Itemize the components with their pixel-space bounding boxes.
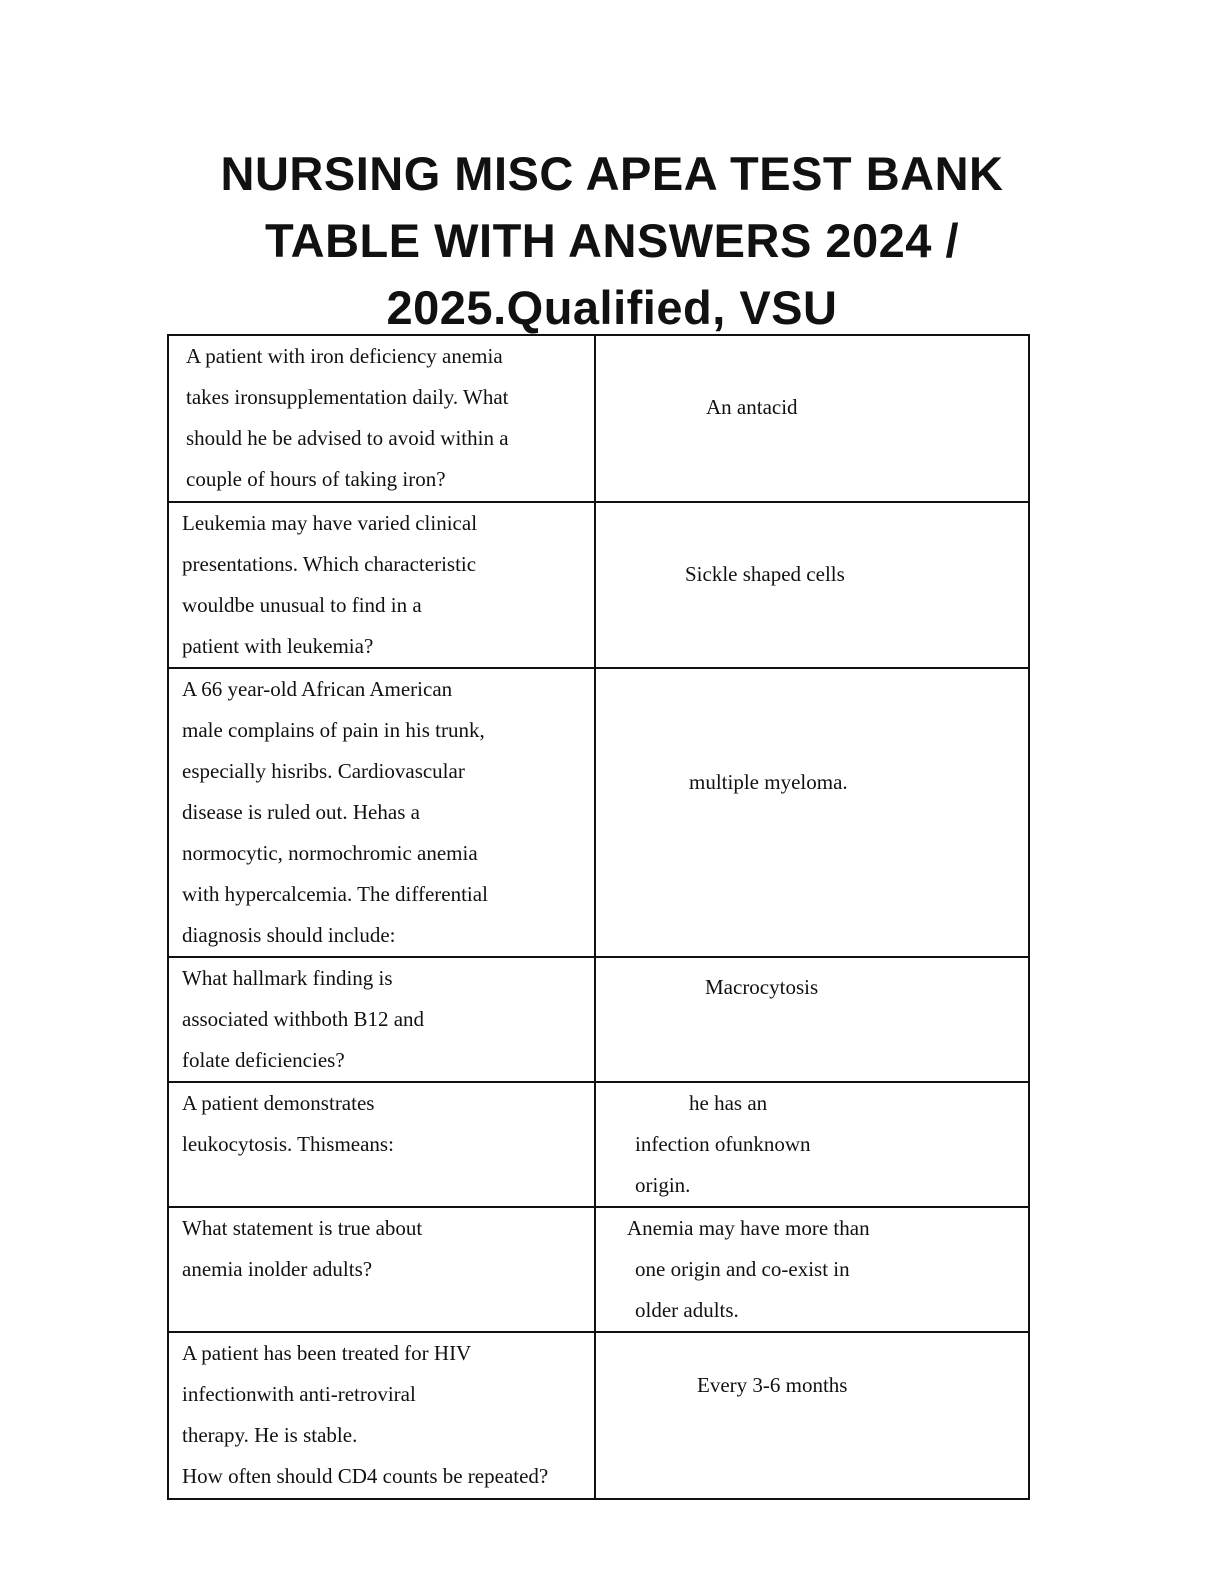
table-row <box>168 957 1029 1082</box>
question-line: should he be advised to avoid within a <box>186 426 509 450</box>
question-line: A patient has been treated for HIV <box>182 1341 472 1365</box>
answer-cell <box>595 1207 1029 1332</box>
answer-line: Macrocytosis <box>705 975 819 999</box>
table-row <box>168 1332 1029 1499</box>
question-line: What hallmark finding is <box>182 966 393 990</box>
question-line: patient with leukemia? <box>182 634 374 658</box>
question-line: therapy. He is stable. <box>182 1423 358 1447</box>
answer-line: Anemia may have more than <box>627 1216 870 1240</box>
document-title <box>0 140 1224 341</box>
question-cell <box>168 1082 595 1207</box>
question-line: A patient demonstrates <box>182 1091 375 1115</box>
question-cell <box>168 668 595 957</box>
question-line: anemia inolder adults? <box>182 1257 373 1281</box>
question-line: associated withboth B12 and <box>182 1007 425 1031</box>
question-line: with hypercalcemia. The differential <box>182 882 488 906</box>
question-line: disease is ruled out. Hehas a <box>182 800 420 824</box>
table-row <box>168 1082 1029 1207</box>
question-line: presentations. Which characteristic <box>182 552 477 576</box>
title-line: 2025.Qualified, VSU <box>386 281 838 334</box>
question-line: male complains of pain in his trunk, <box>182 718 485 742</box>
answer-line: An antacid <box>706 395 798 419</box>
table-row <box>168 668 1029 957</box>
question-line: takes ironsupplementation daily. What <box>186 385 509 409</box>
question-line: especially hisribs. Cardiovascular <box>182 759 465 783</box>
table-row <box>168 1207 1029 1332</box>
answer-line: multiple myeloma. <box>689 770 848 794</box>
question-line: normocytic, normochromic anemia <box>182 841 478 865</box>
question-cell <box>168 957 595 1082</box>
question-line: diagnosis should include: <box>182 923 396 947</box>
answer-line: older adults. <box>635 1298 739 1322</box>
answer-cell <box>595 1082 1029 1207</box>
answer-line: Sickle shaped cells <box>685 562 845 586</box>
question-cell <box>168 1332 595 1499</box>
question-cell <box>168 502 595 668</box>
qa-table <box>167 334 1030 1500</box>
question-line: leukocytosis. Thismeans: <box>182 1132 394 1156</box>
answer-line: Every 3-6 months <box>697 1373 848 1397</box>
answer-line: origin. <box>635 1173 691 1197</box>
question-cell <box>168 335 595 502</box>
question-line: What statement is true about <box>182 1216 423 1240</box>
question-cell <box>168 1207 595 1332</box>
question-line: wouldbe unusual to find in a <box>182 593 422 617</box>
answer-line: he has an <box>689 1091 768 1115</box>
answer-line: infection ofunknown <box>635 1132 811 1156</box>
title-line: NURSING MISC APEA TEST BANK <box>220 147 1004 200</box>
question-line: couple of hours of taking iron? <box>186 467 446 491</box>
answer-cell <box>595 668 1029 957</box>
question-line: folate deficiencies? <box>182 1048 345 1072</box>
table-row <box>168 335 1029 502</box>
answer-cell <box>595 335 1029 502</box>
question-line: How often should CD4 counts be repeated? <box>182 1464 549 1488</box>
question-line: Leukemia may have varied clinical <box>182 511 478 535</box>
title-line: TABLE WITH ANSWERS 2024 / <box>264 214 960 267</box>
table-row <box>168 502 1029 668</box>
question-line: A patient with iron deficiency anemia <box>186 344 503 368</box>
answer-cell <box>595 957 1029 1082</box>
question-line: infectionwith anti-retroviral <box>182 1382 416 1406</box>
answer-line: one origin and co-exist in <box>635 1257 850 1281</box>
question-line: A 66 year-old African American <box>182 677 453 701</box>
answer-cell <box>595 1332 1029 1499</box>
answer-cell <box>595 502 1029 668</box>
